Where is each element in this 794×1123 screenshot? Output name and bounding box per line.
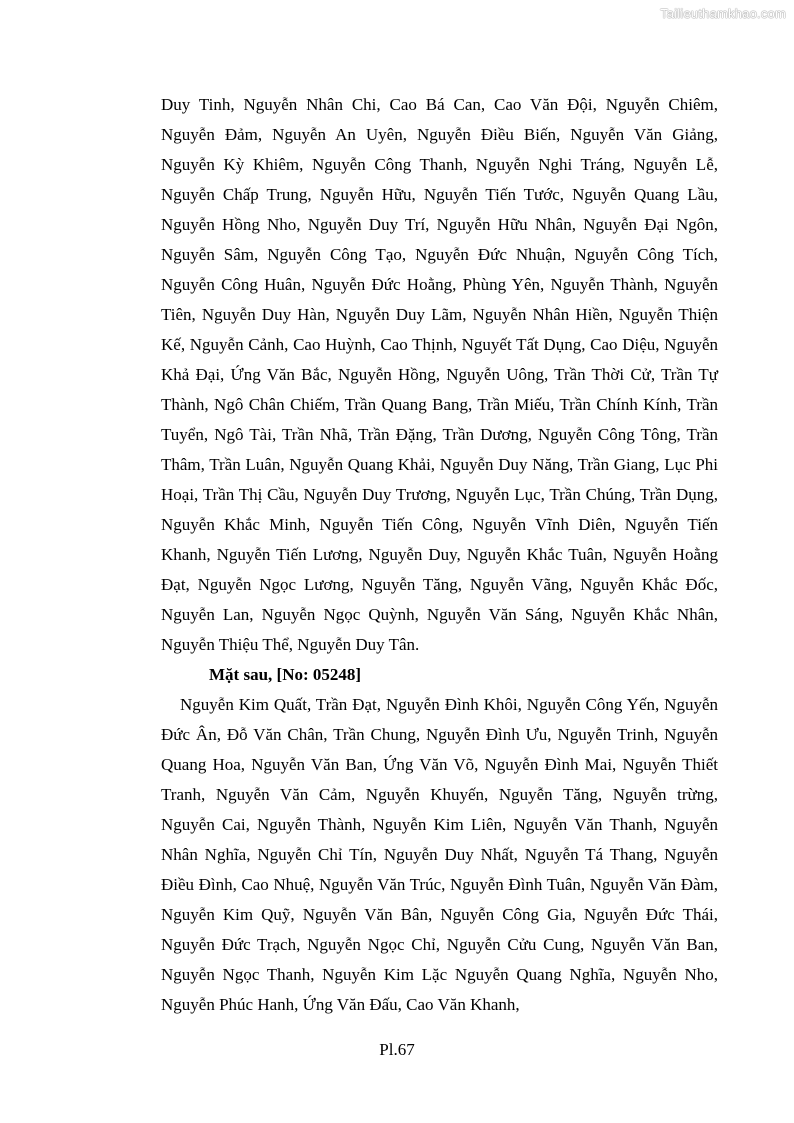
name-list-paragraph: Duy Tinh, Nguyễn Nhân Chi, Cao Bá Can, Cao Văn Đội, Nguyễn Chiêm, Nguyễn Đảm, Nguyễn An Uyên, Nguyễn Điều Biến, Nguyễn Văn Giảng, Nguyễn Kỳ Khiêm, Nguyễn Công Thanh, Nguyễn Nghi Tráng, Nguyễn Lễ, Nguyễn Chấp Trung, Nguyễn Hữu, Nguyễn Tiến Tước, Nguyễn Quang Lầu, Nguyễn Hồng Nho, Nguyễn Duy Trí, Nguyễn Hữu Nhân, Nguyễn Đại Ngôn, Nguyễn Sâm, Nguyễn Công Tạo, Nguyễn Đức Nhuận, Nguyễn Công Tích, Nguyễn Công Huân, Nguyễn Đức Hoằng, Phùng Yên, Nguyễn Thành, Nguyễn Tiên, Nguyễn Duy Hàn, Nguyễn Duy Lãm, Nguyễn Nhân Hiền, Nguyễn Thiện Kế, Nguyễn Cảnh, Cao Huỳnh, Cao Thịnh, Nguyết Tất Dụng, Cao Diệu, Nguyễn Khả Đại, Ứng Văn Bắc, Nguyễn Hồng, Nguyễn Uông, Trần Thời Cử, Trần Tự Thành, Ngô Chân Chiếm, Trần Quang Bang, Trần Miếu, Trần Chính Kính, Trần Tuyển, Ngô Tài, Trần Nhã, Trần Đặng, Trần Dương, Nguyễn Công Tông, Trần Thâm, Trần Luân, Nguyễn Quang Khải, Nguyễn Duy Năng, Trần Giang, Lục Phi Hoại, Trần Thị Cầu, Nguyễn Duy Trương, Nguyễn Lục, Trần Chúng, Trần Dụng, Nguyễn Khắc Minh, Nguyễn Tiến Công, Nguyễn Vĩnh Diên, Nguyễn Tiến Khanh, Nguyễn Tiến Lương, Nguyễn Duy, Nguyễn Khắc Tuân, Nguyễn Hoằng Đạt, Nguyễn Ngọc Lương, Nguyễn Tăng, Nguyễn Vãng, Nguyễn Khắc Đốc, Nguyễn Lan, Nguyễn Ngọc Quỳnh, Nguyễn Văn Sáng, Nguyễn Khắc Nhân, Nguyễn Thiệu Thể, Nguyễn Duy Tân.: [161, 95, 718, 654]
watermark-text: Tailieuthamkhao.com: [660, 6, 786, 21]
name-list-paragraph-back: Nguyễn Kim Quất, Trần Đạt, Nguyễn Đình Khôi, Nguyễn Công Yến, Nguyễn Đức Ân, Đỗ Văn Chân, Trần Chung, Nguyễn Đình Ưu, Nguyễn Trinh, Nguyễn Quang Hoa, Nguyễn Văn Ban, Ứng Văn Võ, Nguyễn Đình Mai, Nguyễn Thiết Tranh, Nguyễn Văn Cảm, Nguyễn Khuyến, Nguyễn Tăng, Nguyễn trừng, Nguyễn Cai, Nguyễn Thành, Nguyễn Kim Liên, Nguyễn Văn Thanh, Nguyễn Nhân Nghĩa, Nguyễn Chỉ Tín, Nguyễn Duy Nhất, Nguyễn Tá Thang, Nguyễn Điều Đình, Cao Nhuệ, Nguyễn Văn Trúc, Nguyễn Đình Tuân, Nguyễn Văn Đàm, Nguyễn Kim Quỹ, Nguyễn Văn Bân, Nguyễn Công Gia, Nguyễn Đức Thái, Nguyễn Đức Trạch, Nguyễn Ngọc Chỉ, Nguyễn Cửu Cung, Nguyễn Văn Ban, Nguyễn Ngọc Thanh, Nguyễn Kim Lặc Nguyễn Quang Nghĩa, Nguyễn Nho, Nguyễn Phúc Hanh, Ứng Văn Đấu, Cao Văn Khanh,: [161, 695, 718, 1014]
page-number: Pl.67: [379, 1040, 415, 1059]
section-heading: Mặt sau, [No: 05248]: [209, 665, 362, 684]
document-body: [161, 90, 718, 1020]
